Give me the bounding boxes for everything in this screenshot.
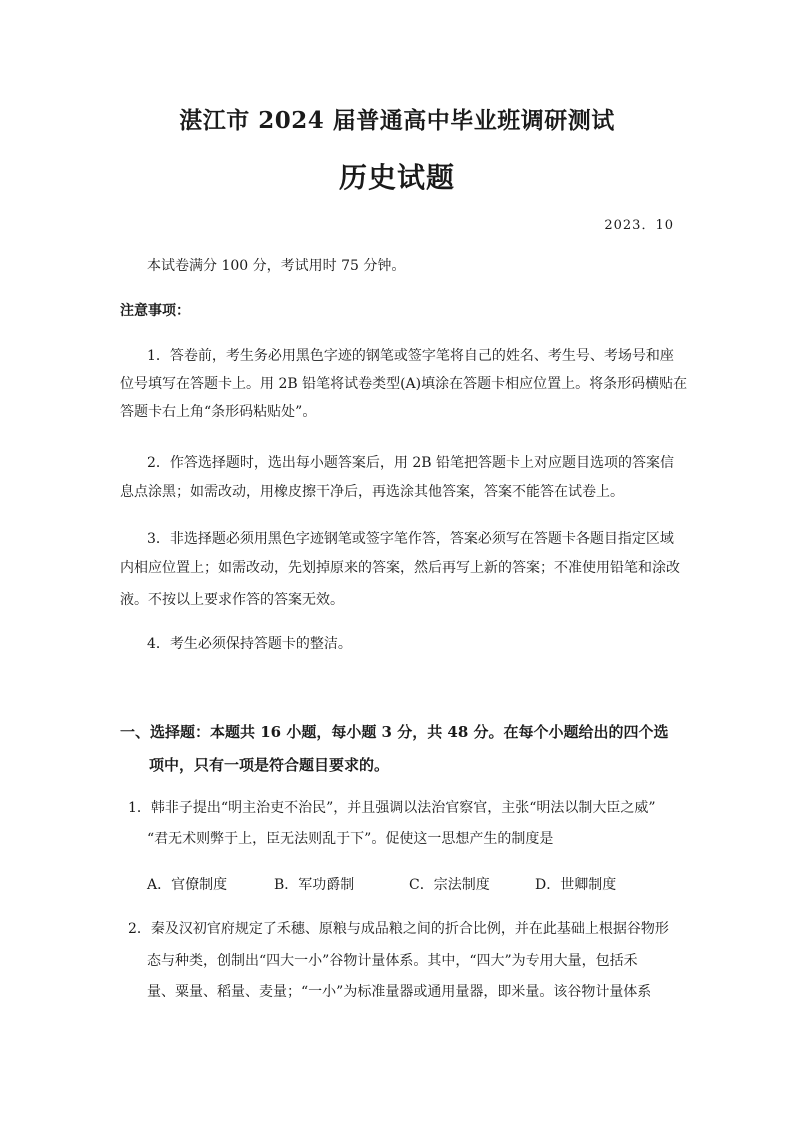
notice-item-line: 1．答卷前，考生务必用黑色字迹的钢笔或签字笔将自己的姓名、考生号、考场号和座	[147, 348, 674, 364]
notice-item-line: 4．考生必须保持答题卡的整洁。	[147, 636, 352, 652]
option-c: C．宗法制度	[409, 877, 490, 893]
question-text: “君无术则弊于上，臣无法则乱于下”。促使这一思想产生的制度是	[147, 831, 554, 847]
option-d: D．世卿制度	[535, 877, 617, 893]
question-text: 态与种类，创制出“四大一小”谷物计量体系。其中，“四大”为专用大量，包括禾	[147, 953, 638, 969]
subject-title: 历史试题	[338, 161, 455, 194]
exam-date: 2023．10	[604, 218, 674, 233]
question-text: 2．秦及汉初官府规定了禾穗、原粮与成品粮之间的折合比例，并在此基础上根据谷物形	[128, 921, 669, 937]
notice-item-line: 息点涂黑；如需改动，用橡皮擦干净后，再选涂其他答案，答案不能答在试卷上。	[120, 484, 624, 500]
intro-text: 本试卷满分 100 分，考试用时 75 分钟。	[147, 258, 406, 274]
notice-item-line: 答题卡右上角“条形码粘贴处”。	[120, 404, 317, 420]
option-a: A．官僚制度	[147, 877, 228, 893]
question-text: 1．韩非子提出“明主治吏不治民”，并且强调以法治官察官，主张“明法以制大臣之威”	[128, 800, 656, 816]
notice-item-line: 3．非选择题必须用黑色字迹钢笔或签字笔作答，答案必须写在答题卡各题目指定区域	[147, 531, 674, 547]
notice-heading: 注意事项：	[120, 303, 190, 319]
section-heading: 项中，只有一项是符合题目要求的。	[149, 756, 390, 774]
notice-item-line: 位号填写在答题卡上。用 2B 铅笔将试卷类型(A)填涂在答题卡相应位置上。将条形码横贴在	[120, 376, 688, 392]
exam-title: 湛江市 2024 届普通高中毕业班调研测试	[179, 107, 615, 134]
section-heading: 一、选择题：本题共 16 小题，每小题 3 分，共 48 分。在每个小题给出的四个选	[120, 723, 669, 741]
question-text: 量、粟量、稻量、麦量；“一小”为标准量器或通用量器，即米量。该谷物计量体系	[147, 984, 652, 1000]
notice-item-line: 2．作答选择题时，选出每小题答案后，用 2B 铅笔把答题卡上对应题目选项的答案信	[147, 455, 675, 471]
option-b: B．军功爵制	[274, 877, 355, 893]
notice-item-line: 内相应位置上；如需改动，先划掉原来的答案，然后再写上新的答案；不准使用铅笔和涂改	[120, 560, 680, 576]
notice-item-line: 液。不按以上要求作答的答案无效。	[120, 592, 344, 608]
